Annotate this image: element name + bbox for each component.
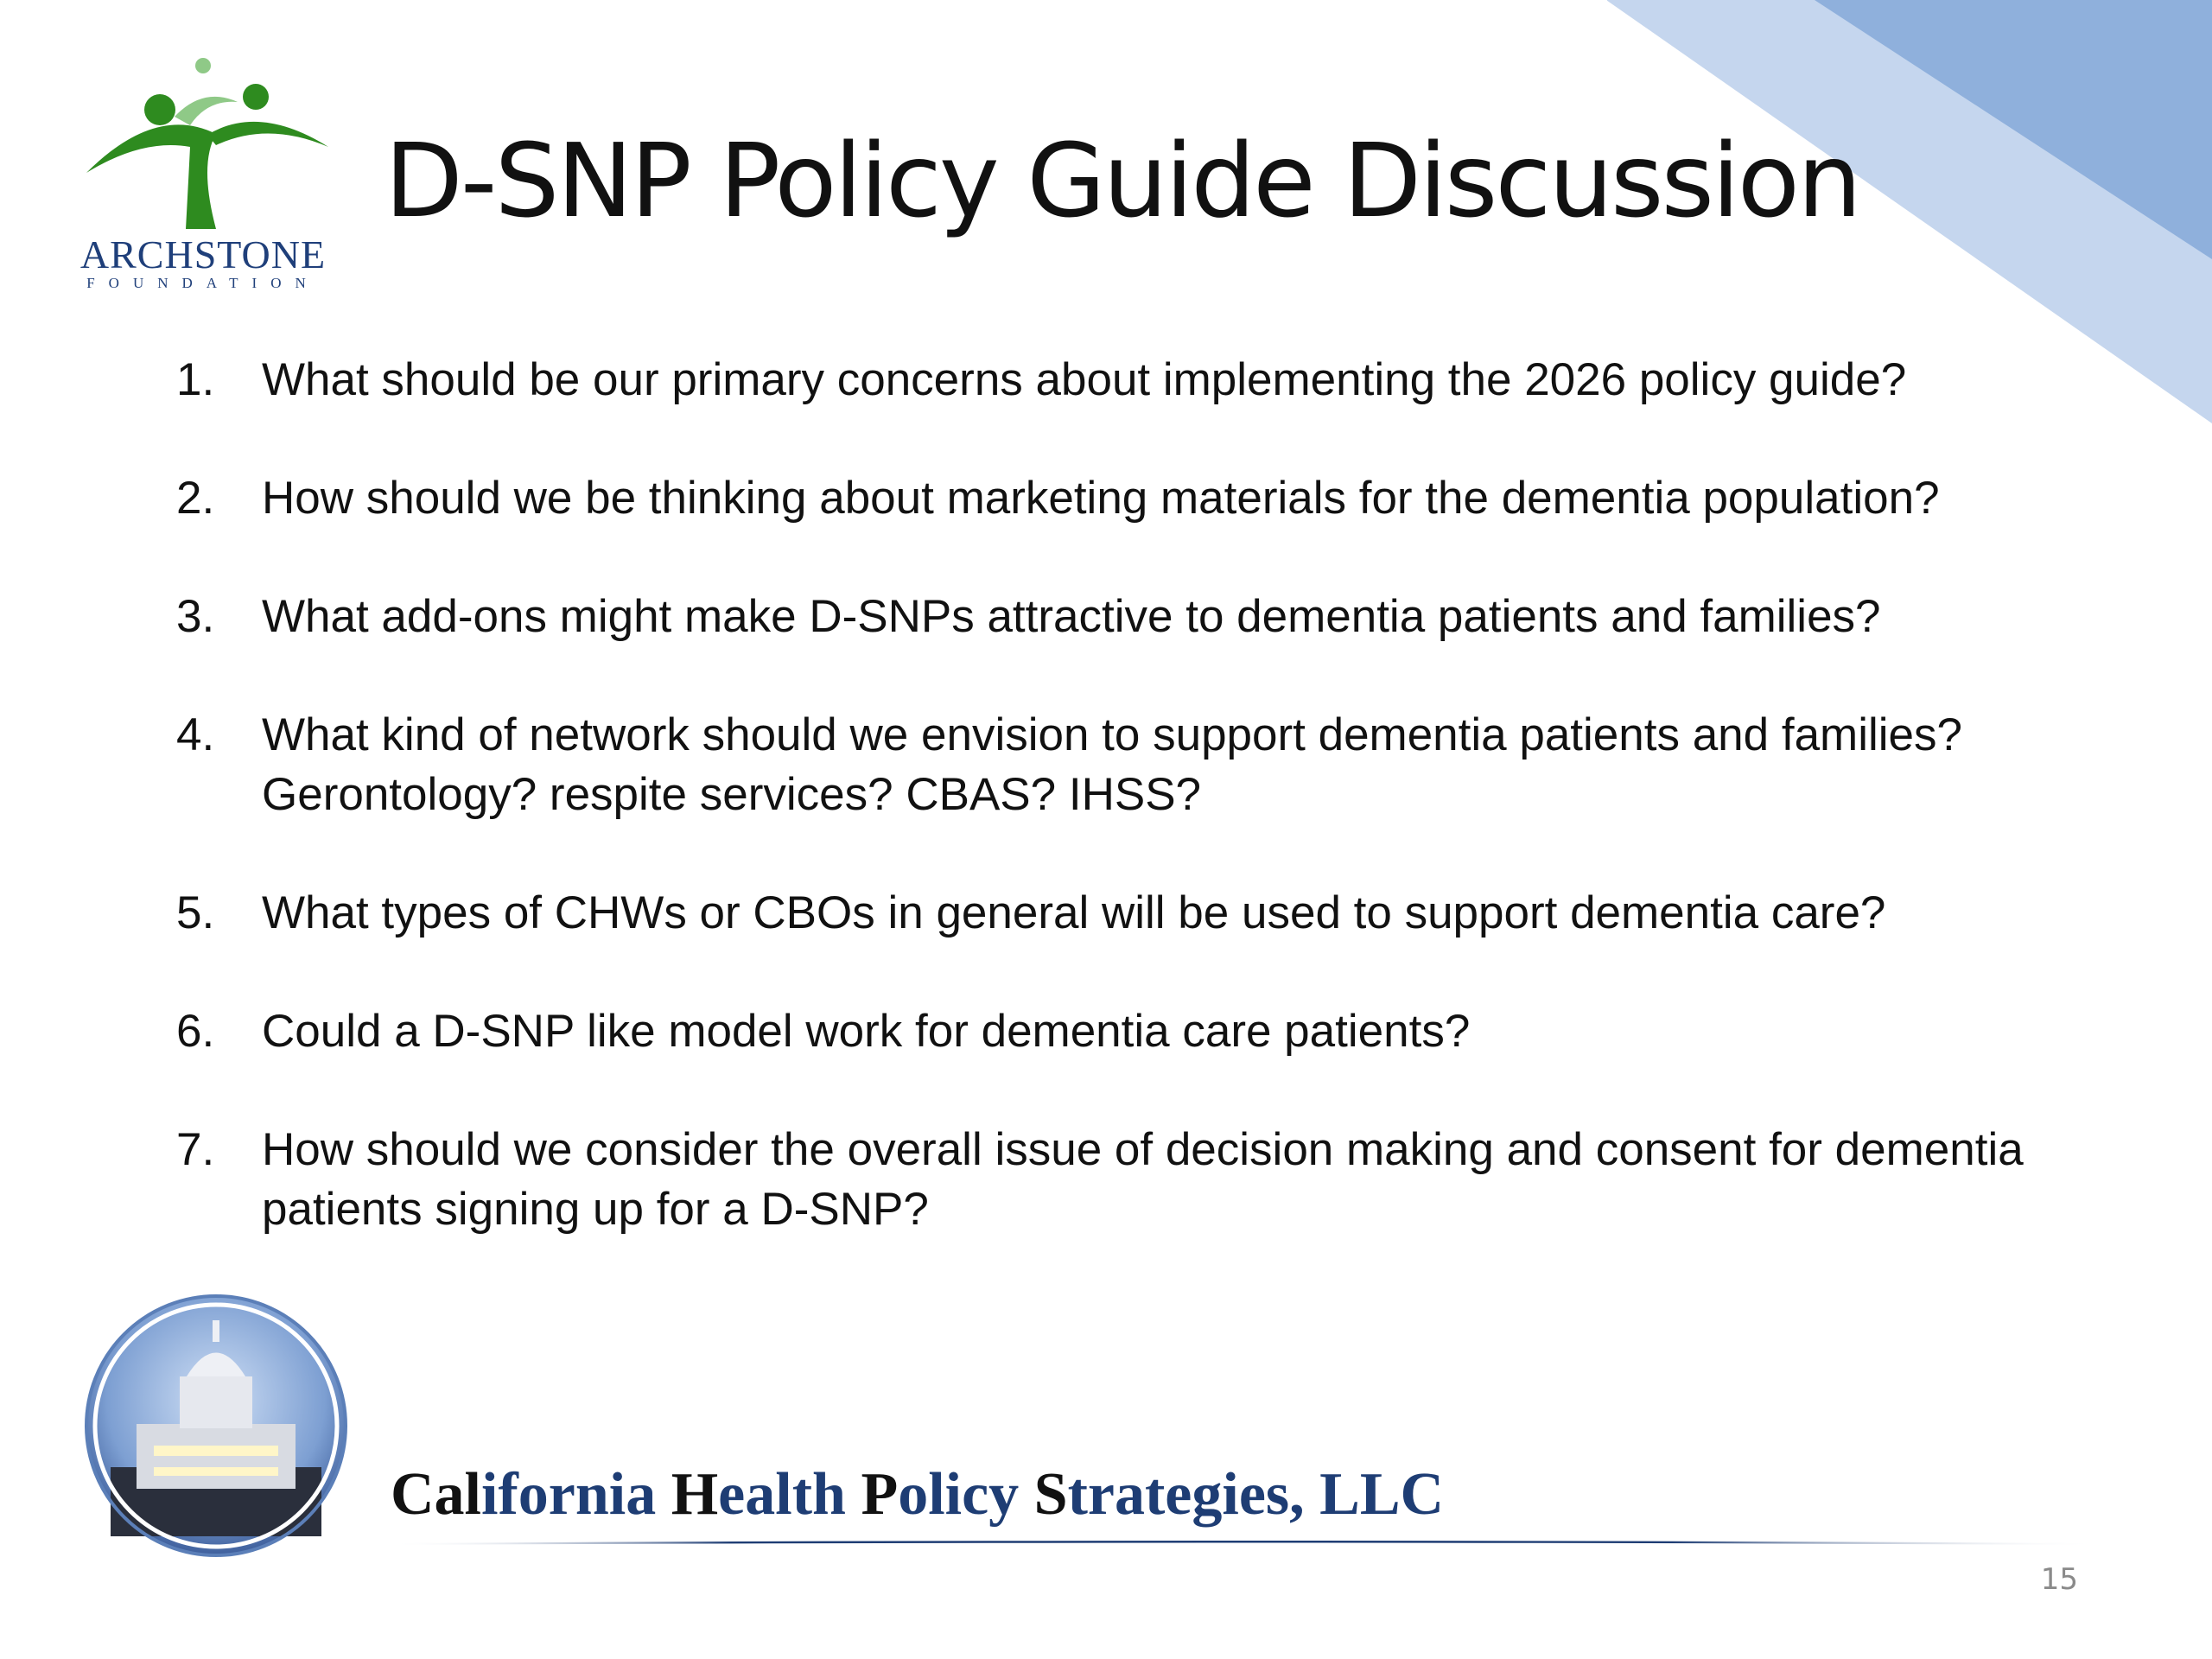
- company-name-part: P: [861, 1461, 899, 1528]
- question-text: What add-ons might make D-SNPs attractive to dementia patients and families?: [262, 591, 1881, 642]
- company-name-part: S: [1033, 1461, 1068, 1528]
- archstone-logo: [52, 52, 354, 302]
- question-text: Could a D-SNP like model work for dementia care patients?: [262, 1006, 1471, 1057]
- question-number: 6.: [176, 1006, 215, 1057]
- question-item: [173, 468, 2074, 528]
- archstone-figures-icon: [60, 52, 363, 242]
- question-item: [173, 883, 2074, 943]
- question-item: [173, 705, 2074, 824]
- question-text: What types of CHWs or CBOs in general will be used to support dementia care?: [262, 887, 1886, 938]
- question-number: 7.: [176, 1124, 215, 1175]
- company-name-part: olicy: [898, 1461, 1034, 1528]
- company-name-part: ifornia: [481, 1461, 671, 1528]
- slide-title: D-SNP Policy Guide Discussion: [385, 121, 1859, 240]
- logo-name: ARCHSTONE: [79, 232, 327, 276]
- question-number: 1.: [176, 354, 215, 405]
- company-name-part: Cal: [391, 1461, 481, 1528]
- company-name-part: trategies, LLC: [1067, 1461, 1445, 1528]
- question-text: What kind of network should we envision to support dementia patients and families? Gerontology? respite services? CBAS? IHSS?: [262, 709, 1962, 820]
- question-list: [173, 350, 2074, 1298]
- question-item: [173, 1120, 2074, 1239]
- question-number: 3.: [176, 591, 215, 642]
- question-number: 2.: [176, 473, 215, 524]
- page-number: 15: [2040, 1562, 2078, 1597]
- company-name-part: ealth: [718, 1461, 861, 1528]
- question-item: [173, 587, 2074, 646]
- question-number: 5.: [176, 887, 215, 938]
- logo-subtitle: FOUNDATION: [86, 275, 320, 291]
- capitol-seal-image: [85, 1294, 347, 1557]
- question-text: How should we be thinking about marketing materials for the dementia population?: [262, 473, 1940, 524]
- question-number: 4.: [176, 709, 215, 760]
- footer-divider: [389, 1538, 2100, 1545]
- question-item: [173, 1001, 2074, 1061]
- company-name: [391, 1460, 1444, 1529]
- company-name-part: H: [671, 1461, 719, 1528]
- question-text: What should be our primary concerns about implementing the 2026 policy guide?: [262, 354, 1907, 405]
- question-text: How should we consider the overall issue of decision making and consent for dementia patients signing up for a D-SNP?: [262, 1124, 2024, 1235]
- question-item: [173, 350, 2074, 410]
